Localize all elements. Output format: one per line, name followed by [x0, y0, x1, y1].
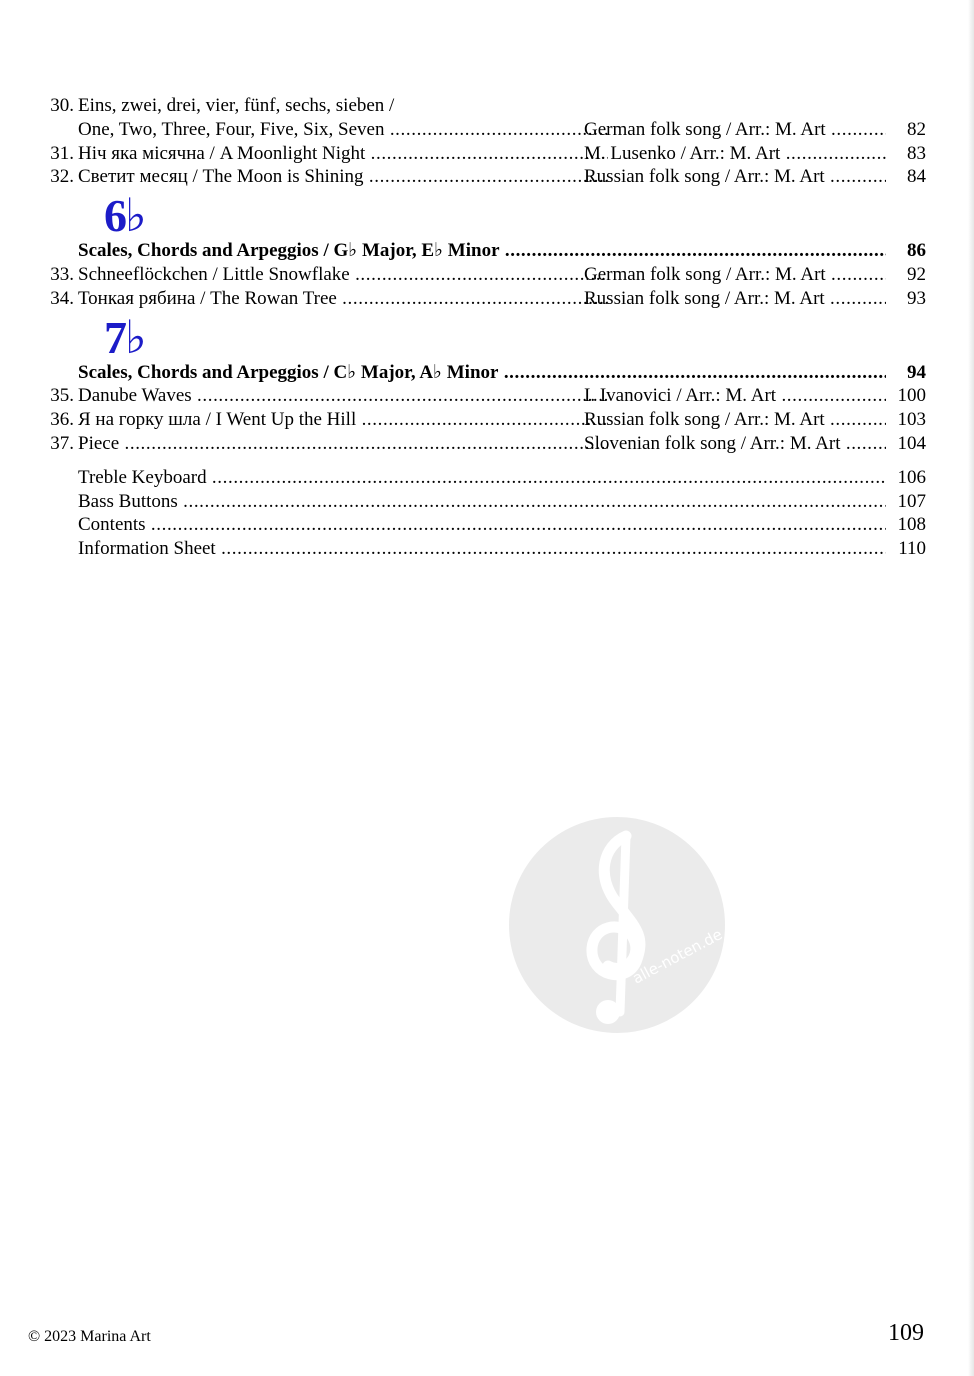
key-signature-label: 6♭ — [104, 190, 145, 242]
entry-title: Eins, zwei, drei, vier, fünf, sechs, sieben / — [78, 95, 395, 116]
entry-page: 93 — [886, 287, 926, 311]
entry-page: 83 — [886, 142, 926, 166]
entry-number: 31. — [50, 142, 74, 164]
entry-composer: German folk song / Arr.: M. Art ..... — [584, 118, 886, 142]
entry-page: 82 — [886, 118, 926, 142]
footer-page-number: 109 — [888, 1320, 924, 1346]
entry-title: Ніч яка місячна / A Moonlight Night ..... — [78, 142, 608, 166]
entry-number: 36. — [50, 409, 74, 431]
entry-page: 110 — [886, 537, 926, 561]
toc-appendix-contents[interactable] — [40, 513, 926, 537]
watermark-text: alle-noten.de — [629, 925, 726, 988]
entry-number: 32. — [50, 166, 74, 188]
entry-title: Светит месяц / The Moon is Shining ..... — [78, 165, 608, 189]
key-signature-label: 7♭ — [104, 311, 145, 363]
key-signature-7-flats — [40, 311, 926, 361]
spacer — [40, 456, 926, 466]
entry-title: Piece ..... — [78, 432, 608, 456]
entry-number: 30. — [50, 95, 74, 116]
entry-page: 103 — [886, 408, 926, 432]
entry-page: 94 — [886, 361, 926, 385]
entry-title: Я на горку шла / I Went Up the Hill ..... — [78, 408, 608, 432]
entry-page: 104 — [886, 432, 926, 456]
toc-appendix-treble-keyboard[interactable] — [40, 466, 926, 490]
entry-title: One, Two, Three, Four, Five, Six, Seven ..... — [78, 118, 608, 142]
toc-entry-34[interactable] — [40, 287, 926, 311]
entry-page: 108 — [886, 513, 926, 537]
entry-title: Bass Buttons ..... — [78, 490, 886, 514]
toc-entry-33[interactable] — [40, 263, 926, 287]
entry-page: 92 — [886, 263, 926, 287]
entry-page: 106 — [886, 466, 926, 490]
section-title: Scales, Chords and Arpeggios / C♭ Major, A♭ Minor ..... — [78, 361, 886, 385]
entry-composer: M. Lusenko / Arr.: M. Art ..... — [584, 142, 886, 166]
toc-section-scales-6[interactable] — [40, 239, 926, 263]
toc-entry-32[interactable] — [40, 165, 926, 189]
entry-number: 33. — [50, 263, 74, 285]
entry-composer: Russian folk song / Arr.: M. Art ..... — [584, 287, 886, 311]
entry-title: Тонкая рябина / The Rowan Tree ..... — [78, 287, 608, 311]
entry-composer: German folk song / Arr.: M. Art ..... — [584, 263, 886, 287]
toc-entry-36[interactable] — [40, 408, 926, 432]
key-signature-6-flats — [40, 189, 926, 242]
entry-title: Danube Waves ..... — [78, 384, 608, 408]
entry-title: Treble Keyboard ..... — [78, 466, 886, 490]
page-edge-shadow — [968, 0, 974, 1376]
toc-appendix-bass-buttons[interactable] — [40, 490, 926, 514]
table-of-contents — [40, 94, 926, 561]
footer-copyright: © 2023 Marina Art — [28, 1328, 151, 1345]
entry-number: 35. — [50, 385, 74, 407]
entry-composer: Russian folk song / Arr.: M. Art ..... — [584, 408, 886, 432]
entry-title: Contents ..... — [78, 513, 886, 537]
section-title: Scales, Chords and Arpeggios / G♭ Major, E♭ Minor ..... — [78, 239, 886, 263]
entry-number: 34. — [50, 287, 74, 309]
entry-page: 107 — [886, 490, 926, 514]
entry-page: 100 — [886, 384, 926, 408]
entry-page: 86 — [886, 239, 926, 263]
entry-number: 37. — [50, 432, 74, 454]
entry-composer: Slovenian folk song / Arr.: M. Art ..... — [584, 432, 886, 456]
watermark-treble-clef-icon — [508, 816, 726, 1034]
entry-page: 84 — [886, 165, 926, 189]
entry-composer: I. Ivanovici / Arr.: M. Art ..... — [584, 384, 886, 408]
toc-entry-31[interactable] — [40, 142, 926, 166]
toc-appendix-information-sheet[interactable] — [40, 537, 926, 561]
toc-entry-37[interactable] — [40, 432, 926, 456]
toc-entry-35[interactable] — [40, 384, 926, 408]
entry-composer: Russian folk song / Arr.: M. Art ..... — [584, 165, 886, 189]
toc-section-scales-7[interactable] — [40, 361, 926, 385]
entry-title: Schneeflöckchen / Little Snowflake ..... — [78, 263, 608, 287]
entry-title: Information Sheet ..... — [78, 537, 886, 561]
toc-entry-30-line2[interactable] — [40, 118, 926, 142]
toc-entry-30-line1[interactable] — [40, 94, 926, 118]
